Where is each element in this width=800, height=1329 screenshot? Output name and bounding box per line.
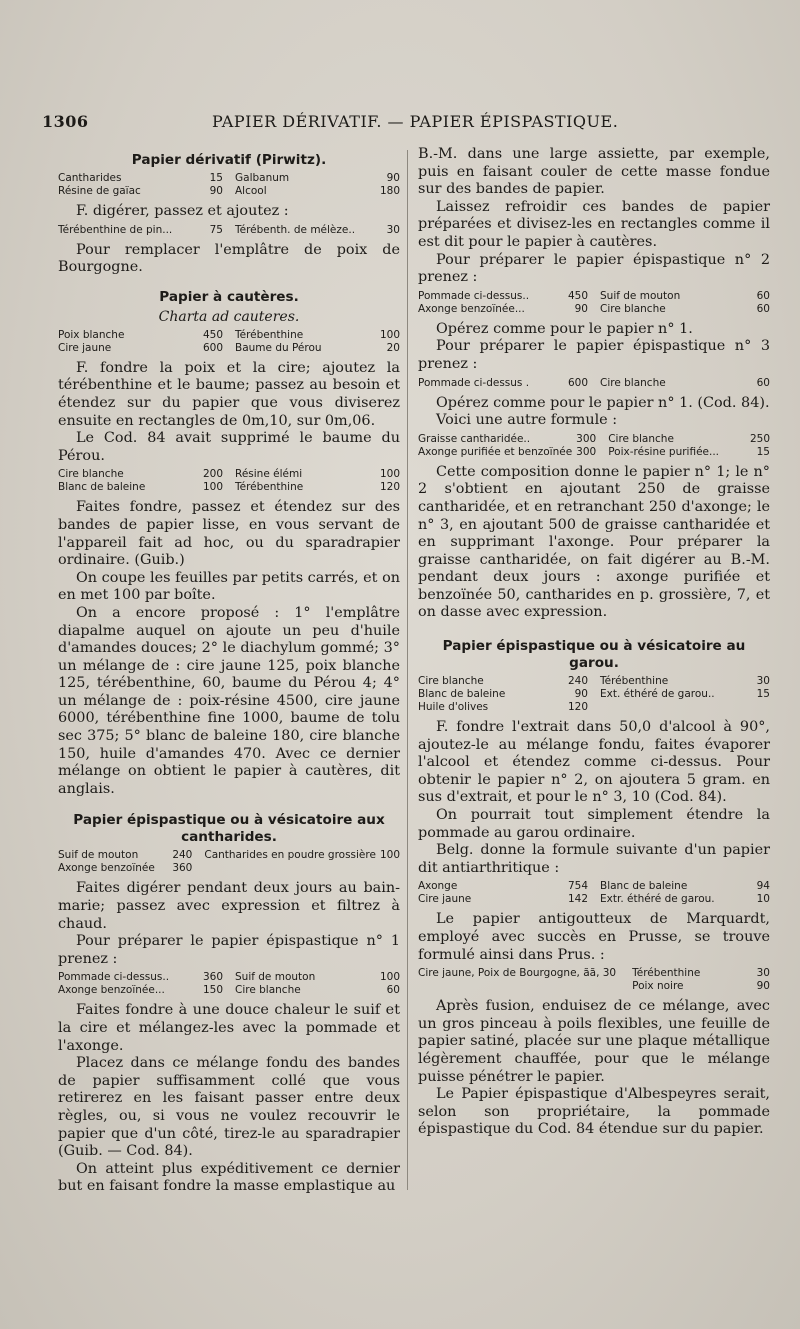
ingredient-name: Résine de gaïac — [58, 185, 141, 197]
ingredient-quantity: 90 — [574, 688, 588, 701]
ingredient-entry — [418, 290, 588, 303]
ingredient-entry — [418, 446, 596, 459]
ingredient-entry — [418, 688, 588, 701]
ingredient-quantity: 250 — [749, 432, 770, 445]
ingredient-quantity — [766, 701, 770, 714]
ingredient-entry — [235, 481, 400, 494]
ingredient-name: Cantharides — [58, 172, 122, 184]
ingredient-entry — [600, 893, 770, 906]
ingredient-entry — [58, 342, 223, 355]
ingredient-quantity: 60 — [386, 984, 400, 997]
ingredient-name: Térébenthine — [600, 675, 669, 688]
ingredient-entry — [418, 675, 588, 688]
ingredient-name: Cire blanche — [418, 675, 484, 688]
paragraph: Pour préparer le papier épispastique n° 2 prenez : — [418, 251, 770, 286]
paragraph: Belg. donne la formule suivante d'un papier dit antiarthritique : — [418, 842, 770, 876]
ingredient-quantity: 450 — [202, 328, 223, 341]
paragraph: Pour préparer le papier épispastique n° 1 prenez : — [58, 933, 400, 967]
ingredient-entry — [418, 433, 596, 446]
ingredient-name: Poix-résine purifiée... — [608, 445, 720, 458]
ingredient-quantity: 240 — [567, 675, 588, 688]
ingredient-quantity: 360 — [202, 971, 223, 984]
ingredient-entry — [235, 329, 400, 342]
ingredient-list — [58, 468, 400, 494]
ingredient-entry — [600, 675, 770, 688]
ingredient-quantity — [616, 967, 620, 980]
right-column — [418, 146, 770, 1139]
paragraph: On coupe les feuilles par petits carrés, et on en met 100 par boîte. — [58, 569, 400, 604]
ingredient-list — [418, 967, 770, 993]
paragraph: F. digérer, passez et ajoutez : — [76, 203, 289, 219]
ingredient-quantity: 100 — [202, 481, 223, 494]
ingredient-list — [58, 971, 400, 997]
ingredient-quantity: 75 — [209, 223, 223, 236]
ingredient-name: Pommade ci-dessus.. — [58, 971, 170, 984]
ingredient-name: Blanc de baleine — [418, 688, 506, 701]
ingredient-list — [418, 433, 770, 459]
ingredient-entry — [632, 980, 770, 993]
ingredient-quantity — [396, 862, 400, 875]
ingredient-quantity: 90 — [209, 185, 223, 197]
ingredient-quantity: 120 — [567, 701, 588, 714]
paragraph: Opérez comme pour le papier n° 1. (Cod. 84). — [436, 394, 770, 411]
ingredient-name: Térébenthine — [235, 481, 304, 494]
ingredient-quantity: 450 — [567, 289, 588, 302]
ingredient-quantity: 600 — [202, 341, 223, 354]
ingredient-name: Térébenthine — [235, 328, 304, 341]
ingredient-quantity: 15 — [209, 172, 223, 184]
paragraph: Cette composition donne le papier n° 1; le n° 2 s'obtient en ajoutant 250 de graisse cantharidée, et en retranchant 250 d'axonge; le n° 3, en ajoutant 500 de graisse cantharidée et en supprimant l'axonge. Pour préparer la graisse cantharidée, on fait digérer au B.-M. pendant deux jours : axonge purifiée et benzoïnée 50, cantharides en p. grossière, 7, et on dasse avec expression. — [418, 463, 770, 621]
ingredient-entry — [418, 701, 588, 714]
ingredient-entry — [600, 290, 770, 303]
ingredient-name: Poix blanche — [58, 328, 125, 341]
ingredient-name: Térébenthine de pin... — [58, 223, 173, 236]
paragraph: B.-M. dans une large assiette, par exemple, puis en faisant couler de cette masse fondue sur des bandes de papier. — [418, 146, 770, 198]
ingredient-name: Cire blanche — [600, 376, 666, 389]
ingredient-entry — [235, 172, 400, 185]
ingredient-list — [418, 377, 770, 390]
paragraph: Pour préparer le papier épispastique n° 3 prenez : — [418, 338, 770, 372]
ingredient-name: Galbanum — [235, 172, 290, 184]
left-column — [58, 146, 400, 1196]
ingredient-entry — [58, 862, 192, 875]
paragraph: Placez dans ce mélange fondu des bandes de papier suffisamment collé que vous retirerez en les faisant passer entre deux règles, ou, si vous ne voulez recouvrir le papier que d'un côté, tirez-le au sparadrapier (Guib. — Cod. 84). — [58, 1055, 400, 1160]
ingredient-quantity: 200 — [202, 468, 223, 481]
ingredient-entry — [235, 468, 400, 481]
ingredient-quantity: 60 — [756, 289, 770, 302]
ingredient-quantity: 15 — [756, 688, 770, 701]
paragraph: Voici une autre formule : — [436, 412, 618, 429]
ingredient-name: Térébenth. de mélèze.. — [235, 223, 356, 236]
ingredient-quantity: 30 — [756, 967, 770, 980]
ingredient-quantity: 90 — [386, 172, 400, 184]
paragraph: Faites fondre à une douce chaleur le suif et la cire et mélangez-les avec la pommade et l'axonge. — [58, 1002, 400, 1054]
ingredient-name: Extr. éthéré de garou. — [600, 893, 715, 906]
ingredient-name: Poix noire — [632, 980, 684, 993]
ingredient-entry — [235, 984, 400, 997]
ingredient-quantity: 180 — [379, 185, 400, 197]
ingredient-entry — [418, 303, 588, 316]
ingredient-entry — [600, 688, 770, 701]
ingredient-quantity: 142 — [567, 893, 588, 906]
ingredient-entry — [418, 980, 620, 993]
paragraph: Le Papier épispastique d'Albespeyres serait, selon son propriétaire, la pommade épispastique du Cod. 84 étendue sur du papier. — [418, 1086, 770, 1138]
ingredient-list — [58, 849, 400, 875]
ingredient-entry — [235, 342, 400, 355]
ingredient-quantity: 15 — [756, 445, 770, 458]
ingredient-entry — [235, 185, 400, 198]
ingredient-name: Cire blanche — [235, 984, 301, 997]
paragraph: On a encore proposé : 1° l'emplâtre diapalme auquel on ajoute un peu d'huile d'amandes douces; 2° le diachylum gommé; 3° un mélange de : cire jaune 125, poix blanche 125, térébenthine, 60, baume du Pérou 4; 4° un mélange de : poix-résine 4500, cire jaune 6000, térébenthine fine 1000, baume de tolu sec 375; 5° blanc de baleine 180, cire blanche 150, huile d'amandes 470. Avec ce dernier mélange on obtient le papier à cautères, dit anglais. — [58, 604, 400, 797]
ingredient-name: Térébenthine — [632, 967, 701, 980]
ingredient-name: Cire blanche — [58, 468, 124, 481]
ingredient-name: Graisse cantharidée.. — [418, 432, 531, 445]
section-title: Papier à cautères. — [159, 288, 299, 305]
paragraph: Après fusion, enduisez de ce mélange, avec un gros pinceau à poils flexibles, une feuille de papier satiné, placée sur une plaque métallique légèrement chauffée, pour que le mélange puisse pénétrer le papier. — [418, 998, 770, 1085]
ingredient-name: Axonge benzoïnée... — [418, 302, 525, 315]
ingredient-entry — [58, 849, 192, 862]
ingredient-entry — [608, 446, 770, 459]
ingredient-entry — [58, 984, 223, 997]
ingredient-quantity: 10 — [756, 893, 770, 906]
ingredient-name: Cire jaune — [418, 893, 472, 906]
ingredient-name: Blanc de baleine — [58, 481, 146, 494]
ingredient-quantity: 600 — [567, 376, 588, 389]
ingredient-name: Suif de mouton — [600, 289, 681, 302]
ingredient-name: Axonge — [418, 880, 458, 893]
paragraph: Faites fondre, passez et étendez sur des bandes de papier lisse, en vous servant de l'appareil fait ad hoc, ou du sparadrapier ordinaire. (Guib.) — [58, 499, 400, 569]
ingredient-quantity: 360 — [172, 862, 193, 875]
ingredient-entry — [58, 468, 223, 481]
ingredient-entry — [58, 185, 223, 198]
ingredient-entry — [235, 224, 400, 237]
ingredient-name: Baume du Pérou — [235, 341, 322, 354]
ingredient-quantity: 20 — [386, 341, 400, 354]
ingredient-entry — [600, 880, 770, 893]
ingredient-name: Cire blanche — [600, 302, 666, 315]
ingredient-name: Suif de mouton — [58, 849, 139, 862]
ingredient-name: Cire jaune, Poix de Bourgogne, ãã, 30 — [418, 967, 617, 980]
ingredient-name: Axonge purifiée et benzoïnée — [418, 445, 573, 458]
ingredient-quantity: 754 — [567, 880, 588, 893]
ingredient-quantity — [616, 980, 620, 993]
ingredient-name: Cire jaune — [58, 341, 112, 354]
ingredient-entry — [58, 172, 223, 185]
paragraph: On atteint plus expéditivement ce dernier but en faisant fondre la masse emplastique au — [58, 1160, 400, 1195]
ingredient-entry — [58, 224, 223, 237]
section-title: Papier épispastique ou à vésicatoire aux cantharides. — [73, 812, 385, 846]
section-title: Papier dérivatif (Pirwitz). — [131, 152, 327, 168]
ingredient-entry — [418, 893, 588, 906]
ingredient-list — [418, 880, 770, 906]
ingredient-quantity: 120 — [379, 481, 400, 494]
ingredient-quantity: 100 — [379, 849, 400, 862]
paragraph: Faites digérer pendant deux jours au bain-marie; passez avec expression et filtrez à chaud. — [58, 880, 400, 932]
ingredient-quantity: 94 — [756, 880, 770, 893]
section-subtitle: Charta ad cauteres. — [158, 308, 300, 325]
ingredient-entry — [58, 329, 223, 342]
paragraph: Le papier antigoutteux de Marquardt, employé avec succès en Prusse, se trouve formulé ainsi dans Prus. : — [418, 911, 770, 963]
ingredient-name: Pommade ci-dessus . — [418, 376, 530, 389]
ingredient-entry — [600, 377, 770, 390]
ingredient-name: Axonge benzoïnée... — [58, 984, 165, 997]
ingredient-quantity: 100 — [379, 971, 400, 984]
ingredient-name: Huile d'olives — [418, 701, 489, 714]
ingredient-name: Cire blanche — [608, 432, 674, 445]
ingredient-list — [58, 172, 400, 198]
ingredient-quantity: 30 — [756, 675, 770, 688]
ingredient-name: Ext. éthéré de garou.. — [600, 688, 715, 701]
ingredient-entry — [418, 967, 620, 980]
ingredient-entry — [235, 971, 400, 984]
ingredient-quantity: 60 — [756, 376, 770, 389]
ingredient-quantity: 100 — [379, 328, 400, 341]
ingredient-quantity: 150 — [202, 984, 223, 997]
ingredient-entry — [600, 701, 770, 714]
ingredient-quantity: 100 — [379, 468, 400, 481]
ingredient-list — [58, 329, 400, 355]
paragraph: Pour remplacer l'emplâtre de poix de Bourgogne. — [58, 241, 400, 276]
ingredient-quantity: 300 — [576, 445, 597, 458]
ingredient-entry — [418, 880, 588, 893]
ingredient-entry — [600, 303, 770, 316]
paragraph: On pourrait tout simplement étendre la pommade au garou ordinaire. — [418, 807, 770, 841]
ingredient-name: Cantharides en poudre grossière — [204, 849, 376, 862]
ingredient-entry — [608, 433, 770, 446]
ingredient-list — [418, 675, 770, 714]
ingredient-name: Blanc de baleine — [600, 880, 688, 893]
ingredient-quantity: 240 — [172, 849, 193, 862]
ingredient-entry — [204, 862, 400, 875]
running-title: PAPIER DÉRIVATIF. — PAPIER ÉPISPASTIQUE. — [212, 112, 619, 131]
ingredient-name: Axonge benzoïnée — [58, 862, 155, 875]
ingredient-quantity: 300 — [576, 432, 597, 445]
ingredient-entry — [58, 481, 223, 494]
page-number: 1306 — [42, 112, 89, 131]
paragraph: Le Cod. 84 avait supprimé le baume du Pérou. — [58, 430, 400, 464]
paragraph: Laissez refroidir ces bandes de papier préparées et divisez-les en rectangles comme il est dit pour le papier à cautères. — [418, 198, 770, 250]
ingredient-name: Résine élémi — [235, 468, 303, 481]
ingredient-list — [58, 224, 400, 237]
ingredient-name: Suif de mouton — [235, 971, 316, 984]
ingredient-entry — [58, 971, 223, 984]
ingredient-entry — [418, 377, 588, 390]
ingredient-quantity: 30 — [386, 223, 400, 236]
paragraph: F. fondre l'extrait dans 50,0 d'alcool à 90°, ajoutez-le au mélange fondu, faites évaporer l'alcool et étendez comme ci-dessus. Pour obtenir le papier n° 2, on ajoutera 5 gram. en sus d'extrait, et pour le n° 3, 10 (Cod. 84). — [418, 719, 770, 806]
ingredient-entry — [204, 849, 400, 862]
ingredient-name: Pommade ci-dessus.. — [418, 289, 530, 302]
ingredient-quantity: 90 — [574, 302, 588, 315]
ingredient-name: Alcool — [235, 185, 267, 197]
paragraph: Opérez comme pour le papier n° 1. — [436, 320, 693, 337]
ingredient-quantity: 60 — [756, 302, 770, 315]
paragraph: F. fondre la poix et la cire; ajoutez la térébenthine et le baume; passez au besoin et étendez sur du papier que vous diviserez ensuite en rectangles de 0m,10, sur 0m,06. — [58, 359, 400, 429]
ingredient-quantity: 90 — [756, 980, 770, 993]
ingredient-entry — [632, 967, 770, 980]
section-title: Papier épispastique ou à vésicatoire au garou. — [442, 638, 746, 672]
ingredient-list — [418, 290, 770, 316]
